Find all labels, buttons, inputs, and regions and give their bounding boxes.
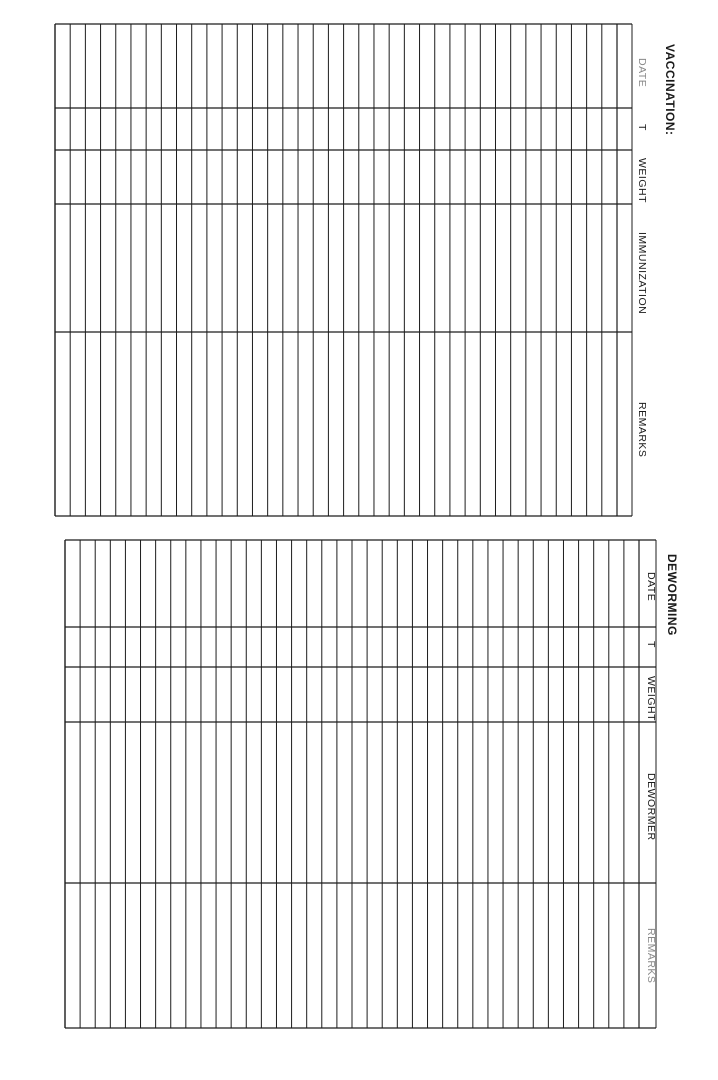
vaccination-header-weight: WEIGHT — [636, 158, 648, 203]
deworming-title: DEWORMING — [665, 554, 679, 636]
deworming-header-date: DATE — [645, 572, 657, 602]
vaccination-header-remarks: REMARKS — [636, 402, 648, 458]
deworming-header-weight: WEIGHT — [645, 676, 657, 721]
deworming-header-remarks: REMARKS — [645, 928, 657, 984]
vaccination-header-t: T — [636, 124, 648, 131]
vaccination-header-date: DATE — [636, 58, 648, 88]
vaccination-header-immunization: IMMUNIZATION — [636, 232, 648, 315]
deworming-header-dewormer: DEWORMER — [645, 773, 657, 841]
vaccination-title: VACCINATION: — [663, 44, 677, 136]
deworming-header-t: T — [645, 641, 657, 648]
